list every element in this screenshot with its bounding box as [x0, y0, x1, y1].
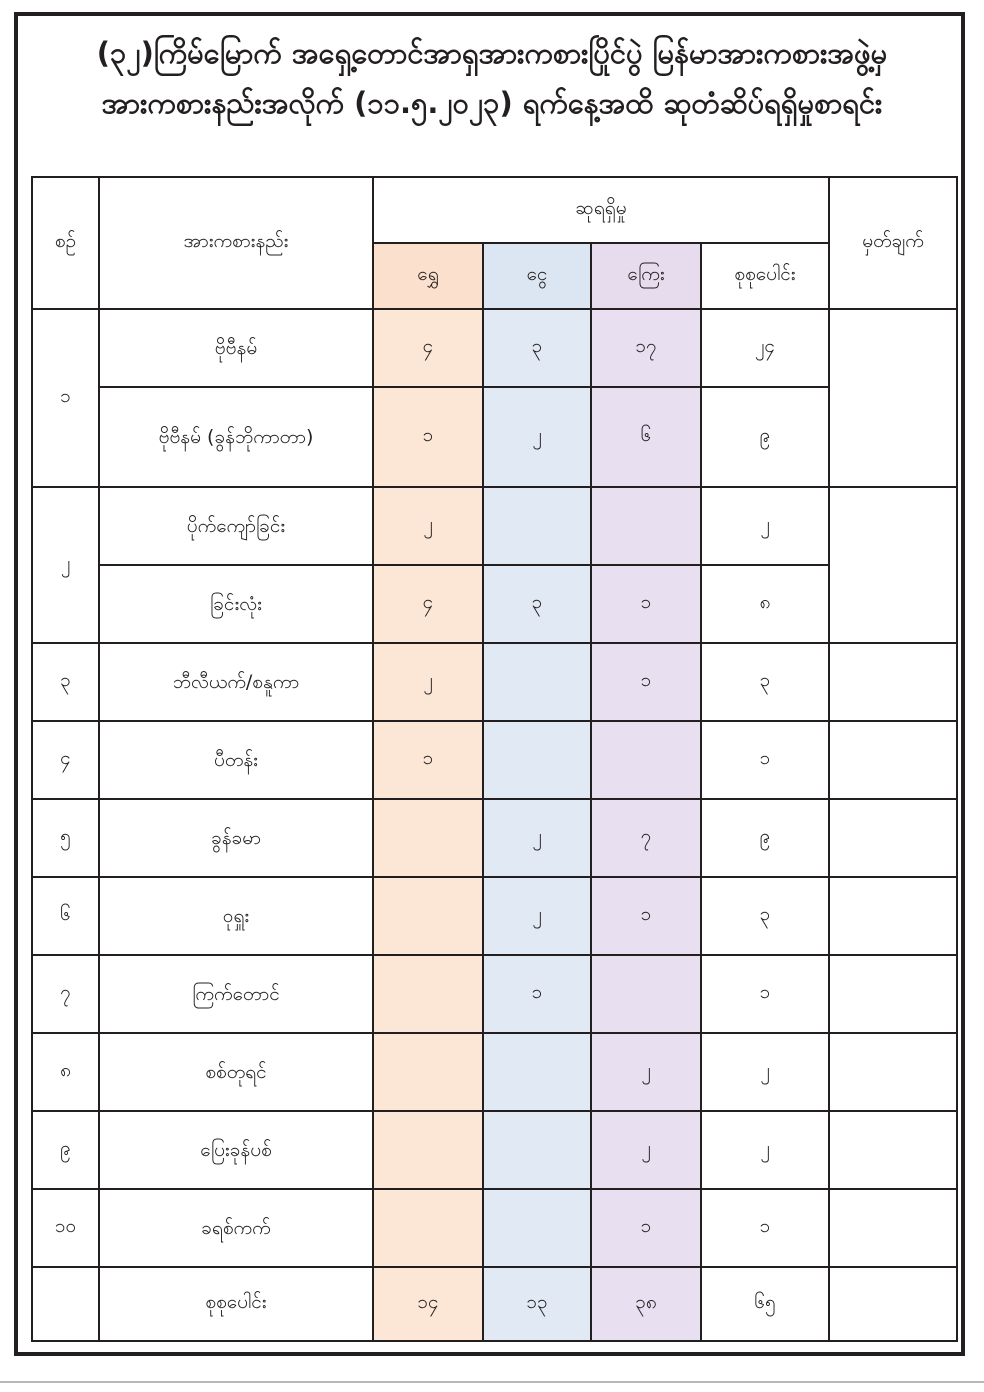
row-serial: ၁၀ [32, 1189, 99, 1267]
row-remarks [829, 721, 957, 799]
row-sport: ပိုက်ကျော်ခြင်း [99, 487, 373, 565]
row-serial: ၆ [32, 877, 99, 955]
row-sport: စစ်တုရင် [99, 1033, 373, 1111]
row-serial: ၅ [32, 799, 99, 877]
row-sport: ပြေးခုန်ပစ် [99, 1111, 373, 1189]
header-remarks: မှတ်ချက် [829, 177, 957, 309]
row-bronze: ၁ [591, 643, 701, 721]
table-row [32, 643, 957, 721]
row-sport: ခြင်းလုံး [99, 565, 373, 643]
header-gold: ရွှေ [373, 243, 483, 309]
row-remarks [829, 877, 957, 955]
row-bronze: ၂ [591, 1033, 701, 1111]
row-total: ၁ [701, 1189, 829, 1267]
row-silver: ၂ [483, 387, 591, 487]
row-gold: ၄ [373, 309, 483, 387]
row-sport: ကြက်တောင် [99, 955, 373, 1033]
row-silver [483, 487, 591, 565]
row-gold [373, 1189, 483, 1267]
row-sport: ပီတန်း [99, 721, 373, 799]
row-gold [373, 799, 483, 877]
table-row [32, 877, 957, 955]
row-total: ၂ [701, 487, 829, 565]
totals-silver: ၁၃ [483, 1267, 591, 1341]
row-bronze: ၁ [591, 565, 701, 643]
row-silver [483, 1033, 591, 1111]
totals-remarks [829, 1267, 957, 1341]
row-gold: ၂ [373, 487, 483, 565]
header-silver: ငွေ [483, 243, 591, 309]
totals-total: ၆၅ [701, 1267, 829, 1341]
row-silver [483, 643, 591, 721]
row-remarks [829, 799, 957, 877]
row-serial: ၁ [32, 309, 99, 487]
row-bronze [591, 721, 701, 799]
row-bronze: ၇ [591, 799, 701, 877]
row-total: ၁ [701, 955, 829, 1033]
table-row [32, 565, 957, 643]
table-row [32, 1111, 957, 1189]
row-total: ၃ [701, 643, 829, 721]
row-sport: ခရစ်ကက် [99, 1189, 373, 1267]
totals-row [32, 1267, 957, 1341]
row-remarks [829, 1189, 957, 1267]
row-silver [483, 721, 591, 799]
row-gold: ၄ [373, 565, 483, 643]
table-row [32, 309, 957, 387]
row-sport: ခွန်ခမာ [99, 799, 373, 877]
row-remarks [829, 643, 957, 721]
row-total: ၂ [701, 1033, 829, 1111]
row-serial: ၃ [32, 643, 99, 721]
row-total: ၈ [701, 565, 829, 643]
row-remarks [829, 1111, 957, 1189]
row-serial: ၉ [32, 1111, 99, 1189]
row-remarks [829, 309, 957, 487]
header-total: စုစုပေါင်း [701, 243, 829, 309]
table-row [32, 799, 957, 877]
totals-serial-cell [32, 1267, 99, 1341]
row-serial: ၈ [32, 1033, 99, 1111]
title-line-1: (၃၂)ကြိမ်မြောက် အရှေ့တောင်အာရှအားကစားပြိုင်ပွဲ မြန်မာအားကစားအဖွဲ့မှ [96, 36, 888, 70]
header-serial: စဉ် [32, 177, 99, 309]
row-silver: ၂ [483, 799, 591, 877]
row-bronze: ၁ [591, 877, 701, 955]
table-row [32, 1189, 957, 1267]
totals-label: စုစုပေါင်း [99, 1267, 373, 1341]
row-bronze [591, 487, 701, 565]
row-total: ၉ [701, 387, 829, 487]
row-serial: ၇ [32, 955, 99, 1033]
row-gold: ၂ [373, 643, 483, 721]
row-total: ၃ [701, 877, 829, 955]
row-sport: ဝုရှူး [99, 877, 373, 955]
row-bronze: ၁ [591, 1189, 701, 1267]
row-serial: ၂ [32, 487, 99, 643]
row-total: ၁ [701, 721, 829, 799]
row-bronze: ၂ [591, 1111, 701, 1189]
row-gold [373, 1033, 483, 1111]
totals-bronze: ၃၈ [591, 1267, 701, 1341]
row-gold: ၁ [373, 721, 483, 799]
row-silver: ၃ [483, 565, 591, 643]
row-gold: ၁ [373, 387, 483, 487]
row-remarks [829, 487, 957, 643]
table-row [32, 955, 957, 1033]
row-bronze: ၆ [591, 387, 701, 487]
row-sport: ဘီလီယက်/စနူကာ [99, 643, 373, 721]
totals-gold: ၁၄ [373, 1267, 483, 1341]
row-gold [373, 877, 483, 955]
row-total: ၂ [701, 1111, 829, 1189]
header-medals: ဆုရရှိမှု [373, 177, 829, 243]
table-row [32, 387, 957, 487]
page-title [0, 28, 984, 128]
row-sport: ဗိုဗီနမ် [99, 309, 373, 387]
row-remarks [829, 1033, 957, 1111]
table-row [32, 1033, 957, 1111]
table-row [32, 487, 957, 565]
row-bronze [591, 955, 701, 1033]
row-total: ၉ [701, 799, 829, 877]
row-gold [373, 1111, 483, 1189]
header-bronze: ကြေး [591, 243, 701, 309]
row-silver: ၁ [483, 955, 591, 1033]
row-serial: ၄ [32, 721, 99, 799]
row-silver: ၃ [483, 309, 591, 387]
row-silver [483, 1111, 591, 1189]
medal-table [31, 176, 958, 1342]
row-bronze: ၁၇ [591, 309, 701, 387]
row-gold [373, 955, 483, 1033]
title-line-2: အားကစားနည်းအလိုက် (၁၁.၅.၂၀၂၃) ရက်နေ့အထိ ဆုတံဆိပ်ရရှိမှုစာရင်း [101, 86, 883, 120]
bottom-rule [0, 1381, 984, 1383]
row-silver: ၂ [483, 877, 591, 955]
table-row [32, 721, 957, 799]
row-sport: ဗိုဗီနမ် (ခွန်ဘိုကာတာ) [99, 387, 373, 487]
row-remarks [829, 955, 957, 1033]
row-total: ၂၄ [701, 309, 829, 387]
header-sport: အားကစားနည်း [99, 177, 373, 309]
row-silver [483, 1189, 591, 1267]
